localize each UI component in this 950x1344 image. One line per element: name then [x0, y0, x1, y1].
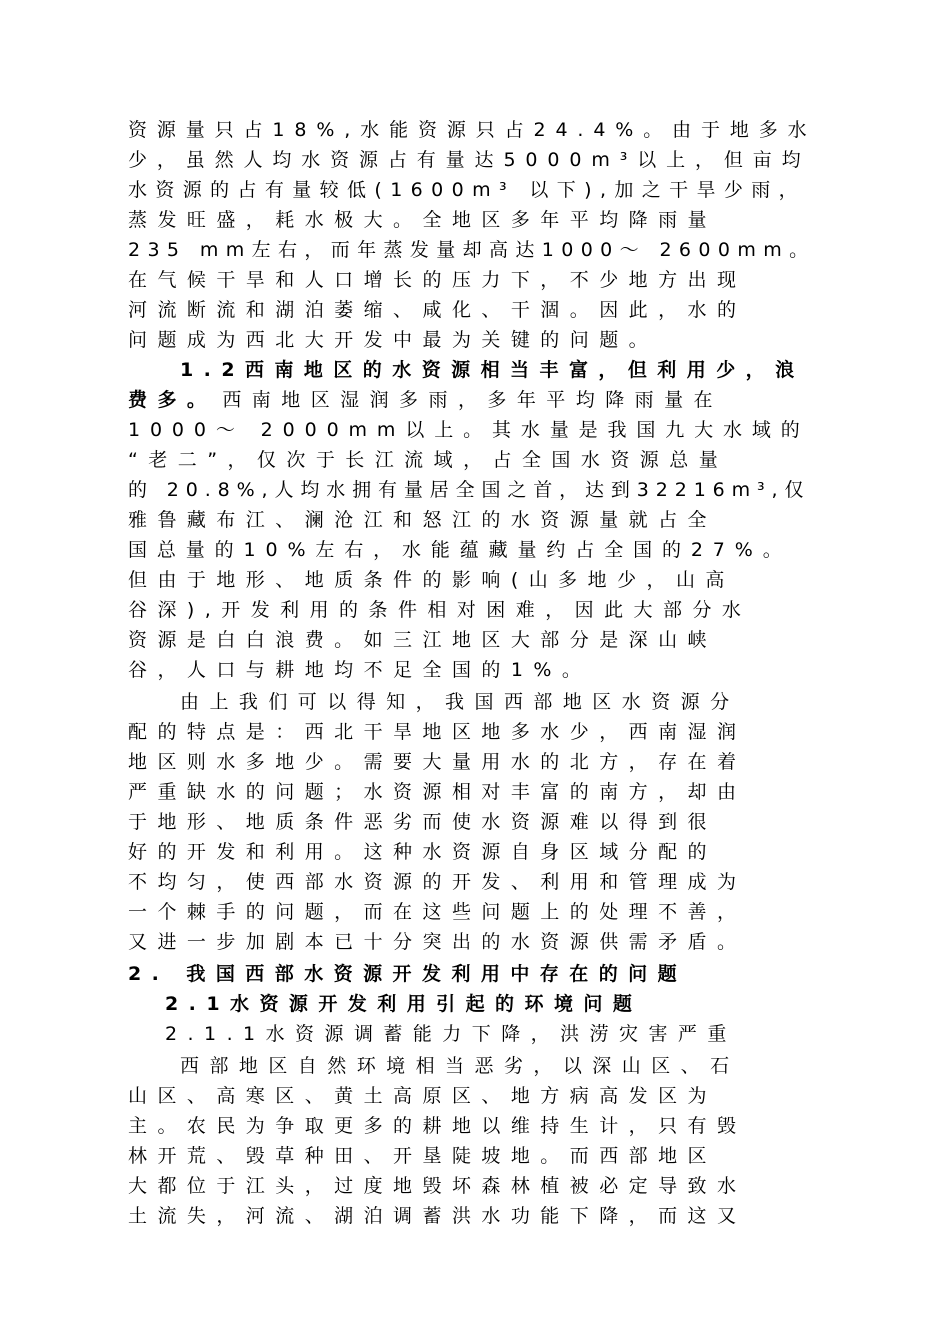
paragraph-line: 谷，人口与耕地均不足全国的1%。 — [128, 659, 592, 681]
paragraph-line: “老二”，仅次于长江流域，占全国水资源总量 — [128, 449, 729, 471]
paragraph-line: 地区则水多地少。需要大量用水的北方，存在着 — [128, 751, 747, 773]
paragraph-line: 235 mm左右，而年蒸发量却高达1000～ 2600mm。 — [128, 239, 816, 261]
section-heading-2-1: 2.1水资源开发利用引起的环境问题 — [165, 993, 643, 1015]
paragraph-line: 雅鲁藏布江、澜沧江和怒江的水资源量就占全 — [128, 509, 718, 531]
paragraph-line: 在气候干旱和人口增长的压力下，不少地方出现 — [128, 269, 747, 291]
section-heading-2: 2. 我国西部水资源开发利用中存在的问题 — [128, 963, 688, 985]
paragraph-line: 但由于地形、地质条件的影响(山多地少，山高 — [128, 569, 735, 591]
paragraph-line: 山区、高寒区、黄土高原区、地方病高发区为 — [128, 1085, 718, 1107]
paragraph-line: 由上我们可以得知，我国西部地区水资源分 — [180, 691, 740, 713]
paragraph-line: 蒸发旺盛，耗水极大。全地区多年平均降雨量 — [128, 209, 718, 231]
paragraph-line: 问题成为西北大开发中最为关键的问题。 — [128, 329, 659, 351]
paragraph-line: 好的开发和利用。这种水资源自身区域分配的 — [128, 841, 718, 863]
paragraph-line: 一个棘手的问题，而在这些问题上的处理不善， — [128, 901, 747, 923]
paragraph-line: 林开荒、毁草种田、开垦陡坡地。而西部地区 — [128, 1145, 718, 1167]
paragraph-line: 谷深),开发利用的条件相对困难，因此大部分水 — [128, 599, 752, 621]
section-heading-2-1-1: 2.1.1水资源调蓄能力下降，洪涝灾害严重 — [165, 1023, 737, 1045]
paragraph-line: 河流断流和湖泊萎缩、咸化、干涸。因此，水的 — [128, 299, 747, 321]
paragraph-line: 土流失，河流、湖泊调蓄洪水功能下降，而这又 — [128, 1205, 747, 1227]
paragraph-line: 不均匀，使西部水资源的开发、利用和管理成为 — [128, 871, 747, 893]
paragraph-line: 西部地区自然环境相当恶劣，以深山区、石 — [180, 1055, 740, 1077]
paragraph-text: 西南地区湿润多雨，多年平均降雨量在 — [222, 389, 724, 411]
paragraph-line: 国总量的10%左右，水能蕴藏量约占全国的27%。 — [128, 539, 792, 561]
paragraph-line: 的 20.8%,人均水拥有量居全国之首，达到32216m³,仅 — [128, 479, 811, 501]
paragraph-line: 少，虽然人均水资源占有量达5000m³以上，但亩均 — [128, 149, 811, 171]
paragraph-line: 资源是白白浪费。如三江地区大部分是深山峡 — [128, 629, 718, 651]
paragraph-line: 水资源的占有量较低(1600m³ 以下),加之干旱少雨， — [128, 179, 807, 201]
heading-continuation: 费多。 — [128, 389, 217, 411]
section-heading-1-2: 1.2西南地区的水资源相当丰富，但利用少，浪 — [180, 359, 805, 381]
paragraph-line: 资源量只占18%,水能资源只占24.4%。由于地多水 — [128, 119, 817, 141]
paragraph-line: 大都位于江头，过度地毁坏森林植被必定导致水 — [128, 1175, 747, 1197]
paragraph-line: 于地形、地质条件恶劣而使水资源难以得到很 — [128, 811, 718, 833]
paragraph-line: 配的特点是：西北干旱地区地多水少，西南湿润 — [128, 721, 747, 743]
paragraph-line: 主。农民为争取更多的耕地以维持生计，只有毁 — [128, 1115, 747, 1137]
paragraph-line: 1000～ 2000mm以上。其水量是我国九大水域的 — [128, 419, 810, 441]
paragraph-line: 严重缺水的问题；水资源相对丰富的南方，却由 — [128, 781, 747, 803]
paragraph-line — [128, 386, 723, 414]
paragraph-line: 又进一步加剧本已十分突出的水资源供需矛盾。 — [128, 931, 747, 953]
